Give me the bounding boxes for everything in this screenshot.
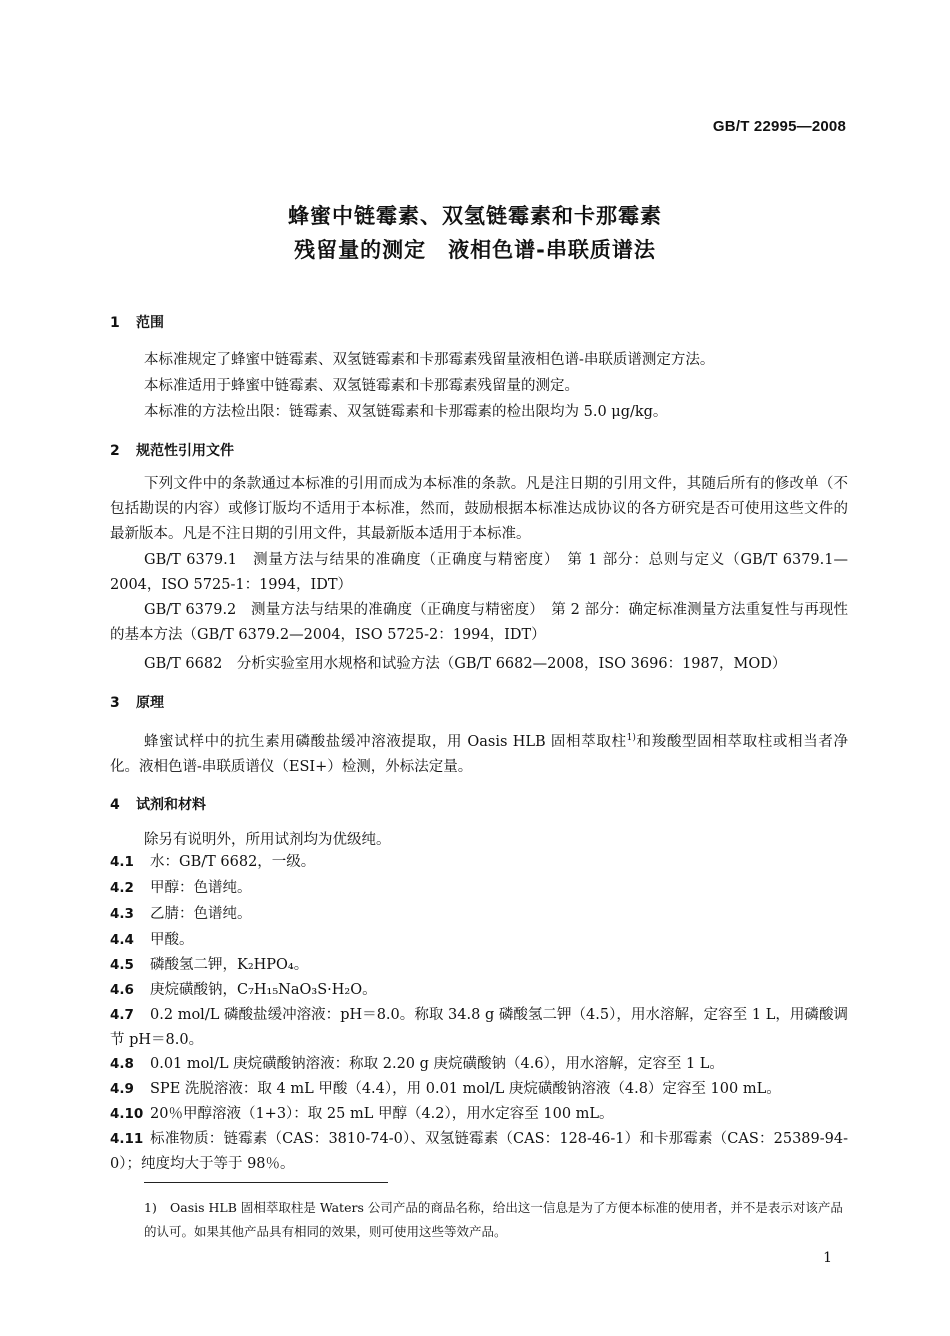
item-number: 4.3 <box>110 906 134 922</box>
document-title-line2: 残留量的测定 液相色谱-串联质谱法 <box>294 238 656 262</box>
item-text: 水：GB/T 6682，一级。 <box>150 854 316 870</box>
footnote-reference: 1) <box>626 733 636 743</box>
section-title: 范围 <box>136 315 164 331</box>
item-number: 4.5 <box>110 957 134 973</box>
section-title: 规范性引用文件 <box>136 443 234 459</box>
section-heading-reagents <box>110 794 206 814</box>
reference-gbt-6682: GB/T 6682 分析实验室用水规格和试验方法（GB/T 6682—2008，ISO 3696：1987，MOD） <box>144 656 787 672</box>
item-number: 4.11 <box>110 1131 144 1147</box>
section-title: 试剂和材料 <box>136 797 206 813</box>
reagent-item <box>110 928 848 953</box>
reagent-item <box>110 953 848 978</box>
section-title: 原理 <box>136 695 164 711</box>
reagent-item <box>110 1077 848 1102</box>
reagent-item <box>110 978 848 1003</box>
item-text: 20％甲醇溶液（1+3）：取 25 mL 甲醇（4.2），用水定容至 100 mL。 <box>150 1106 614 1122</box>
item-text: 甲醇：色谱纯。 <box>150 880 252 896</box>
item-number: 4.2 <box>110 880 134 896</box>
scope-paragraph-1: 本标准规定了蜂蜜中链霉素、双氢链霉素和卡那霉素残留量液相色谱-串联质谱测定方法。 <box>144 352 715 368</box>
reagent-item <box>110 1003 848 1053</box>
section-number: 3 <box>110 695 120 711</box>
scope-paragraph-3: 本标准的方法检出限：链霉素、双氢链霉素和卡那霉素的检出限均为 5.0 μg/kg。 <box>144 404 668 420</box>
footnote <box>144 1196 850 1244</box>
item-number: 4.8 <box>110 1056 134 1072</box>
item-text: SPE 洗脱溶液：取 4 mL 甲酸（4.4），用 0.01 mol/L 庚烷磺酸钠溶液（4.8）定容至 100 mL。 <box>150 1081 781 1097</box>
section-heading-scope <box>110 312 164 332</box>
item-number: 4.7 <box>110 1007 134 1023</box>
section-number: 4 <box>110 797 120 813</box>
item-number: 4.6 <box>110 982 134 998</box>
section-heading-refs <box>110 440 234 460</box>
reagent-item <box>110 850 848 875</box>
footnote-divider <box>144 1182 388 1183</box>
page-number: 1 <box>823 1250 832 1266</box>
reagent-item <box>110 876 848 901</box>
item-number: 4.10 <box>110 1106 144 1122</box>
reagent-item <box>110 1052 848 1077</box>
item-number: 4.4 <box>110 932 134 948</box>
reference-gbt-6379-1: GB/T 6379.1 测量方法与结果的准确度（正确度与精密度） 第 1 部分：总则与定义（GB/T 6379.1—2004，ISO 5725-1：1994，IDT） <box>110 552 848 593</box>
reagent-item <box>110 902 848 927</box>
footnote-text: Oasis HLB 固相萃取柱是 Waters 公司产品的商品名称，给出这一信息是为了方便本标准的使用者，并不是表示对该产品的认可。如果其他产品具有相同的效果，则可使用这些等效产品。 <box>144 1200 843 1239</box>
item-text: 甲酸。 <box>150 932 194 948</box>
item-text: 0.2 mol/L 磷酸盐缓冲溶液：pH＝8.0。称取 34.8 g 磷酸氢二钾（4.5），用水溶解，定容至 1 L，用磷酸调节 pH＝8.0。 <box>110 1007 848 1048</box>
section-number: 1 <box>110 315 120 331</box>
item-text: 标准物质：链霉素（CAS：3810-74-0）、双氢链霉素（CAS：128-46-1）和卡那霉素（CAS：25389-94-0）；纯度均大于等于 98％。 <box>110 1131 848 1172</box>
item-text: 乙腈：色谱纯。 <box>150 906 252 922</box>
reference-gbt-6379-2: GB/T 6379.2 测量方法与结果的准确度（正确度与精密度） 第 2 部分：确定标准测量方法重复性与再现性的基本方法（GB/T 6379.2—2004，ISO 5725-2：1994，IDT） <box>110 602 848 643</box>
item-number: 4.1 <box>110 854 134 870</box>
scope-paragraph-2: 本标准适用于蜂蜜中链霉素、双氢链霉素和卡那霉素残留量的测定。 <box>144 378 579 394</box>
reagents-intro: 除另有说明外，所用试剂均为优级纯。 <box>144 832 391 848</box>
reagent-item <box>110 1102 848 1127</box>
standard-code: GB/T 22995—2008 <box>712 118 846 135</box>
footnote-mark: 1) <box>144 1200 157 1215</box>
section-heading-principle <box>110 692 164 712</box>
principle-text-b: 和羧酸型固相萃取柱或相当者净化。液相色谱-串联质谱仪（ESI+）检测，外标法定量。 <box>110 733 849 775</box>
section-number: 2 <box>110 443 120 459</box>
item-number: 4.9 <box>110 1081 134 1097</box>
principle-paragraph <box>110 726 848 780</box>
item-text: 磷酸氢二钾，K₂HPO₄。 <box>150 957 309 973</box>
refs-paragraph: 下列文件中的条款通过本标准的引用而成为本标准的条款。凡是注日期的引用文件，其随后所有的修改单（不包括勘误的内容）或修订版均不适用于本标准，然而，鼓励根据本标准达成协议的各方研究是否可使用这些文件的最新版本。凡是不注日期的引用文件，其最新版本适用于本标准。 <box>110 476 848 542</box>
principle-text-a: 蜂蜜试样中的抗生素用磷酸盐缓冲溶液提取，用 Oasis HLB 固相萃取柱 <box>144 733 627 750</box>
reagent-item <box>110 1127 848 1177</box>
item-text: 庚烷磺酸钠，C₇H₁₅NaO₃S·H₂O。 <box>150 982 377 998</box>
item-text: 0.01 mol/L 庚烷磺酸钠溶液：称取 2.20 g 庚烷磺酸钠（4.6），用水溶解，定容至 1 L。 <box>150 1056 724 1072</box>
document-title-line1: 蜂蜜中链霉素、双氢链霉素和卡那霉素 <box>288 204 662 228</box>
